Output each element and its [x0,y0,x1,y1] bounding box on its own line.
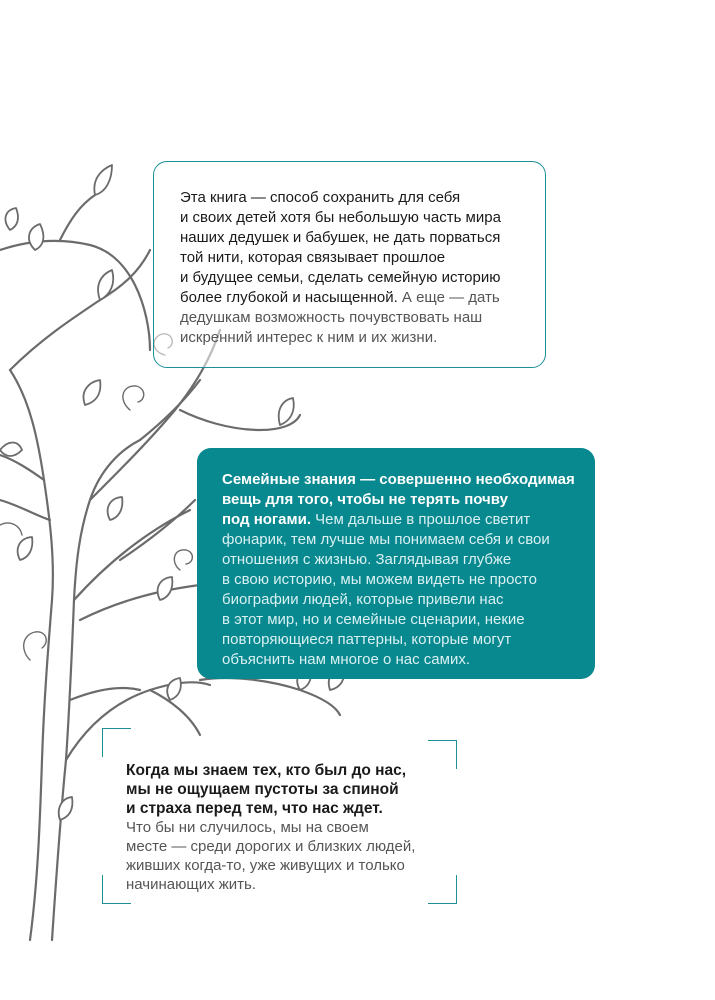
knowledge-mixed-line [222,510,581,530]
knowledge-line: повторяющиеся паттерны, которые могут [222,631,512,648]
intro-mixed-line [180,288,527,308]
intro-line: Эта книга — способ сохранить для себя [180,189,461,206]
knowledge-line: в этот мир, но и семейные сценарии, некие [222,611,525,628]
quote-line: и страха перед тем, что нас ждет. [126,800,383,817]
knowledge-line: в свою историю, мы можем видеть не просто [222,571,537,588]
intro-line: и будущее семьи, сделать семейную историю [180,269,501,286]
quote-line: месте — среди дорогих и близких людей, [126,838,416,855]
knowledge-line-strong-part: под ногами. [222,511,312,528]
quote-line: начинающих жить. [126,876,257,893]
intro-line: той нити, которая связывает прошлое [180,249,446,266]
knowledge-line: Семейные знания — совершенно необходимая [222,471,575,488]
knowledge-line: биографии людей, которые привели нас [222,591,504,608]
intro-line: и своих детей хотя бы небольшую часть мира [180,209,501,226]
intro-line: искренний интерес к ним и их жизни. [180,329,438,346]
family-knowledge-paragraph [222,470,581,670]
quote-frame-corner-top-left [102,728,131,757]
knowledge-line: вещь для того, чтобы не терять почву [222,491,508,508]
intro-line-strong-part: более глубокой и насыщенной. [180,289,398,306]
quote-line: живших когда-то, уже живущих и только [126,857,405,874]
knowledge-line-light-part: Чем дальше в прошлое светит [311,511,531,528]
intro-line-light-part: А еще — дать [397,289,500,306]
family-knowledge-box [197,448,595,679]
intro-line: дедушкам возможность почувствовать наш [180,309,483,326]
quote-block [126,761,446,894]
quote-line: Что бы ни случилось, мы на своем [126,819,369,836]
intro-paragraph [180,188,527,348]
quote-line: мы не ощущаем пустоты за спиной [126,781,399,798]
knowledge-line: отношения с жизнью. Заглядывая глубже [222,551,512,568]
knowledge-line: фонарик, тем лучше мы понимаем себя и свои [222,531,550,548]
knowledge-line: объяснить нам многое о нас самих. [222,651,470,668]
quote-line: Когда мы знаем тех, кто был до нас, [126,762,407,779]
intro-text-box [153,161,546,368]
intro-line: наших дедушек и бабушек, не дать порваться [180,229,501,246]
